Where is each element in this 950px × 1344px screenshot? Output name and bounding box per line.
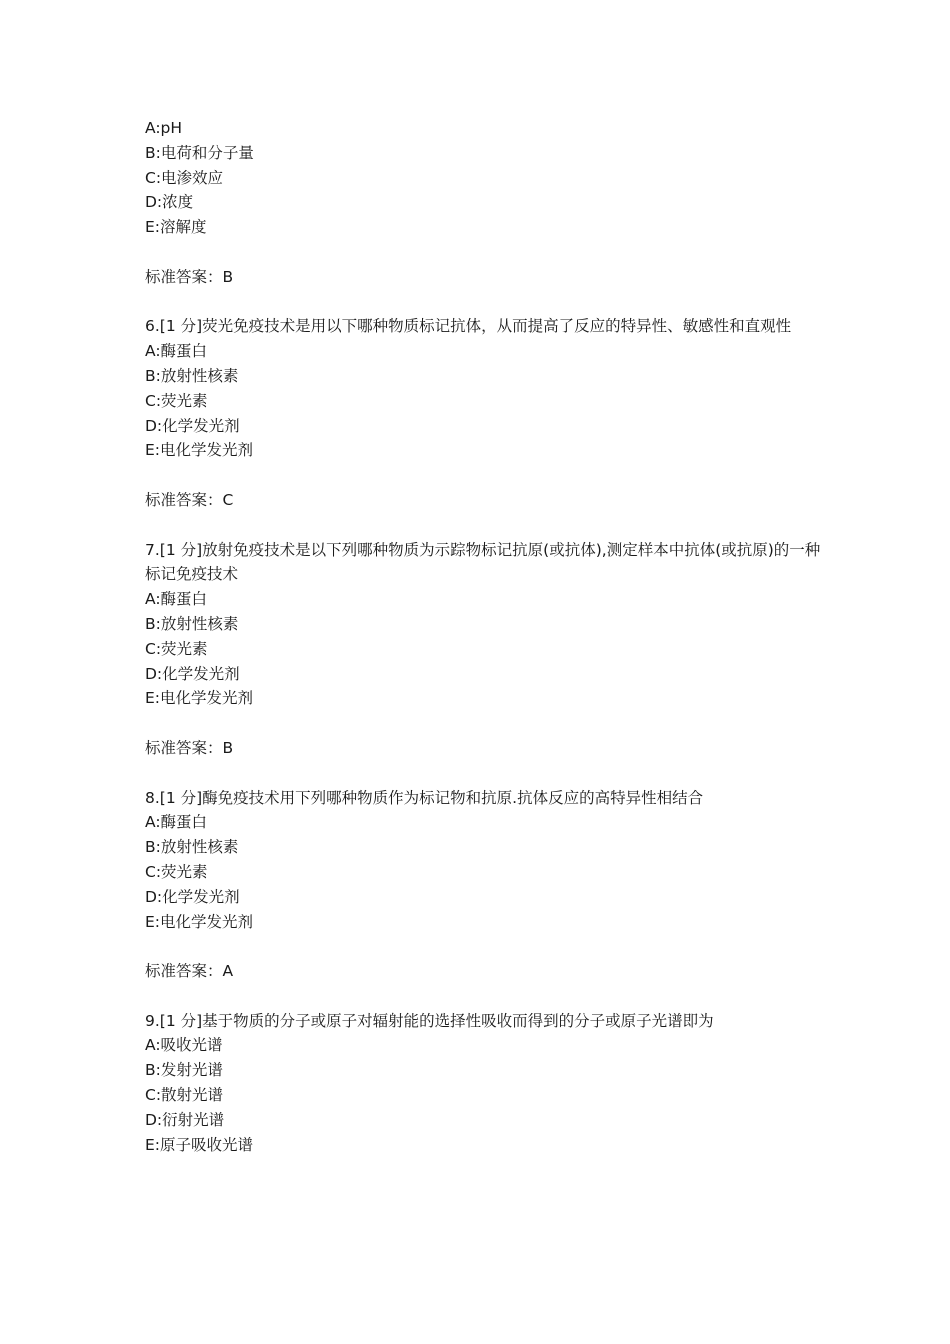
question-stem: 7.[1 分]放射免疫技术是以下列哪种物质为示踪物标记抗原(或抗体),测定样本中抗体(或抗原)的一种标记免疫技术 — [145, 540, 821, 584]
standard-answer: 标准答案：B — [145, 267, 234, 286]
option-e: E:原子吸收光谱 — [145, 1135, 254, 1154]
option-a: A:吸收光谱 — [145, 1036, 223, 1055]
question-block-5 — [145, 116, 825, 290]
document-page — [145, 116, 825, 1157]
standard-answer: 标准答案：C — [145, 490, 234, 509]
option-d: D:浓度 — [145, 193, 194, 212]
question-block-7 — [145, 538, 825, 761]
option-a: A:酶蛋白 — [145, 590, 208, 609]
option-b: B:放射性核素 — [145, 614, 239, 633]
option-e: E:电化学发光剂 — [145, 912, 254, 931]
option-c: C:荧光素 — [145, 862, 208, 881]
option-e: E:溶解度 — [145, 218, 207, 237]
option-a: A:pH — [145, 119, 183, 137]
option-e: E:电化学发光剂 — [145, 441, 254, 460]
question-stem: 8.[1 分]酶免疫技术用下列哪种物质作为标记物和抗原.抗体反应的高特异性相结合 — [145, 788, 704, 807]
option-b: B:发射光谱 — [145, 1061, 223, 1080]
option-b: B:放射性核素 — [145, 838, 239, 857]
question-stem: 6.[1 分]荧光免疫技术是用以下哪种物质标记抗体，从而提高了反应的特异性、敏感性和直观性 — [145, 317, 792, 336]
option-c: C:电渗效应 — [145, 168, 224, 187]
option-a: A:酶蛋白 — [145, 813, 208, 832]
question-block-6 — [145, 314, 825, 512]
option-d: D:衍射光谱 — [145, 1110, 225, 1129]
option-b: B:放射性核素 — [145, 366, 239, 385]
option-a: A:酶蛋白 — [145, 342, 208, 361]
option-d: D:化学发光剂 — [145, 416, 240, 435]
question-block-8 — [145, 786, 825, 984]
option-c: C:荧光素 — [145, 639, 208, 658]
question-block-9 — [145, 1009, 825, 1158]
standard-answer: 标准答案：A — [145, 962, 234, 981]
option-e: E:电化学发光剂 — [145, 689, 254, 708]
question-stem: 9.[1 分]基于物质的分子或原子对辐射能的选择性吸收而得到的分子或原子光谱即为 — [145, 1011, 714, 1030]
option-d: D:化学发光剂 — [145, 664, 240, 683]
option-d: D:化学发光剂 — [145, 887, 240, 906]
option-b: B:电荷和分子量 — [145, 143, 254, 162]
option-c: C:散射光谱 — [145, 1086, 224, 1105]
standard-answer: 标准答案：B — [145, 738, 234, 757]
option-c: C:荧光素 — [145, 391, 208, 410]
